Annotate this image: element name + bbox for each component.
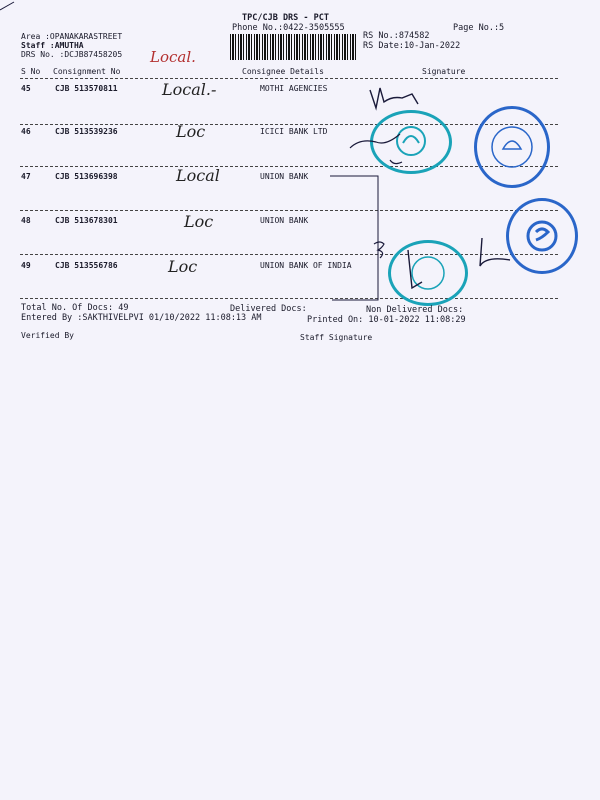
- staff-signature: Staff Signature: [300, 333, 373, 342]
- staff-field: Staff :AMUTHA: [21, 41, 84, 50]
- col-signature: Signature: [422, 67, 466, 76]
- area-field: Area :OPANAKARASTREET: [21, 32, 123, 41]
- phone-number: Phone No.:0422-3505555: [232, 23, 345, 33]
- rs-number: RS No.:874582: [363, 31, 430, 41]
- row-consignee: UNION BANK OF INDIA: [260, 261, 352, 270]
- col-consignee: Consignee Details: [242, 67, 324, 76]
- row-consignment: CJB 513678301: [55, 216, 118, 225]
- entered-by: Entered By :SAKTHIVELPVI 01/10/2022 11:08:13 AM: [21, 313, 262, 323]
- row-sno: 48: [21, 216, 31, 225]
- row-consignment: CJB 513556786: [55, 261, 118, 270]
- non-delivered-docs: Non Delivered Docs:: [366, 305, 464, 315]
- row-handwritten-note: Local: [176, 166, 220, 185]
- row-consignment: CJB 513539236: [55, 127, 118, 136]
- row-consignment: CJB 513570811: [55, 84, 118, 93]
- row-handwritten-note: Loc: [184, 212, 214, 231]
- row-consignment: CJB 513696398: [55, 172, 118, 181]
- row-consignee: ICICI BANK LTD: [260, 127, 328, 136]
- row-consignee: MOTHI AGENCIES: [260, 84, 328, 93]
- report-title: TPC/CJB DRS - PCT: [242, 13, 329, 23]
- verified-by: Verified By: [21, 331, 74, 340]
- col-sno: S No: [21, 67, 41, 76]
- handwritten-local-note: Local.: [150, 48, 196, 66]
- row-handwritten-note: Loc: [176, 122, 206, 141]
- row-handwritten-note: Loc: [168, 257, 198, 276]
- rs-date: RS Date:10-Jan-2022: [363, 41, 461, 51]
- printed-on: Printed On: 10-01-2022 11:08:29: [307, 315, 466, 325]
- row-sno: 47: [21, 172, 31, 181]
- row-sno: 45: [21, 84, 31, 93]
- row-consignee: UNION BANK: [260, 216, 309, 225]
- delivered-docs: Delivered Docs:: [230, 304, 307, 314]
- handwritten-signatures: [0, 0, 600, 320]
- col-consignment: Consignment No: [53, 67, 121, 76]
- page-number: Page No.:5: [453, 23, 505, 33]
- row-consignee: UNION BANK: [260, 172, 309, 181]
- total-docs: Total No. Of Docs: 49: [21, 303, 129, 313]
- row-sno: 49: [21, 261, 31, 270]
- drs-number: DRS No. :DCJB87458205: [21, 50, 123, 59]
- row-sno: 46: [21, 127, 31, 136]
- row-handwritten-note: Local.-: [162, 80, 217, 99]
